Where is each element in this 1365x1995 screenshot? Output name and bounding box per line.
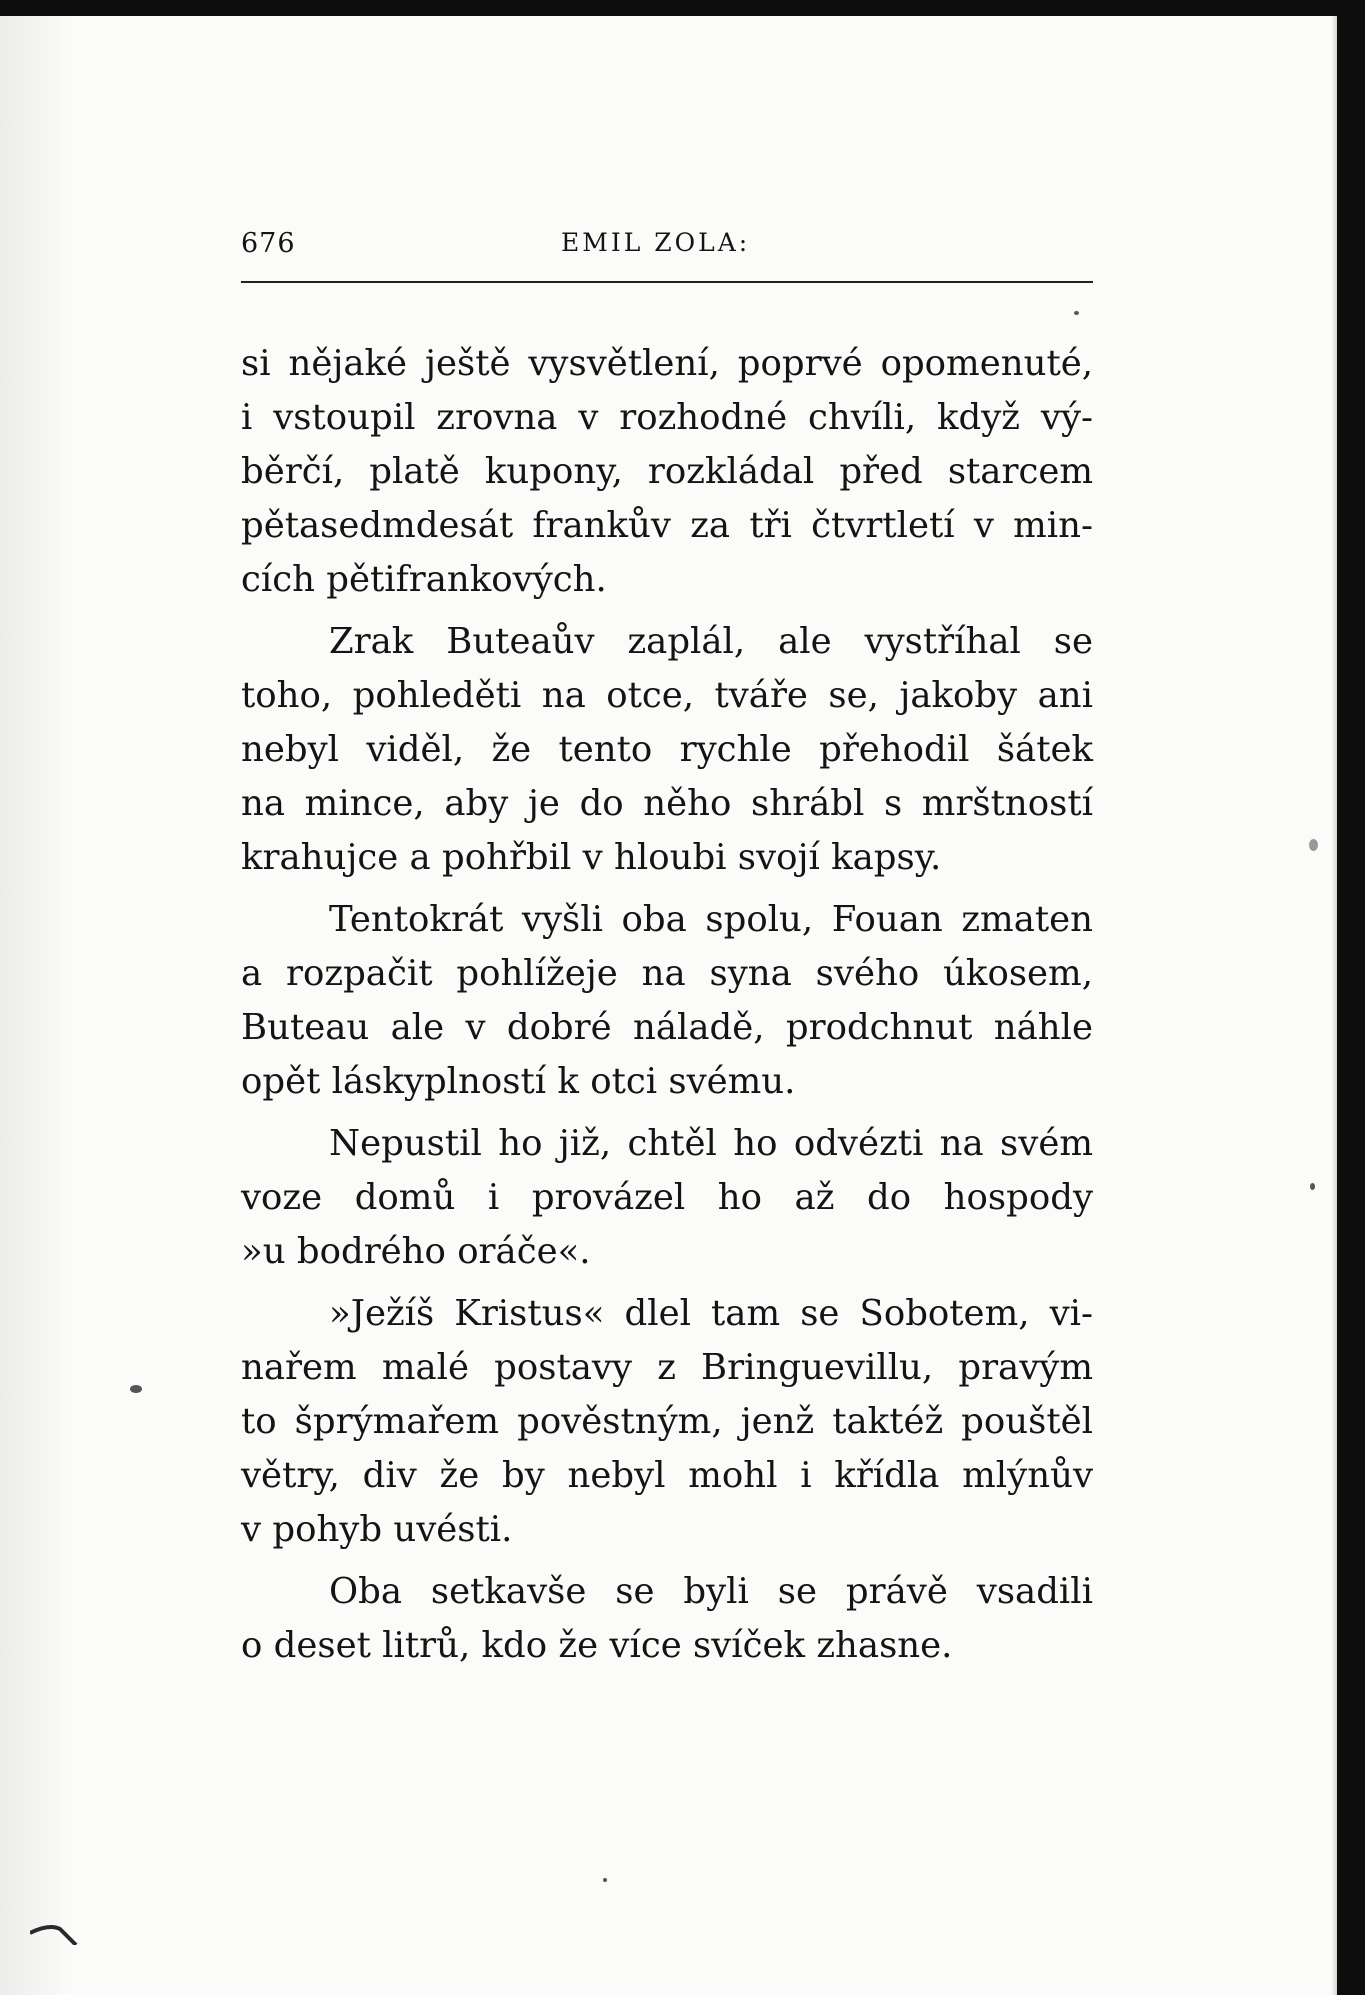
- text-line: pětasedmdesát frankův za tři čtvrtletí v min-: [241, 505, 1093, 546]
- text-line: toho, pohleděti na otce, tváře se, jakoby ani: [241, 675, 1093, 716]
- header-rule: [241, 281, 1093, 283]
- paragraph: [241, 1287, 1093, 1557]
- text-line: nebyl viděl, že tento rychle přehodil šátek: [241, 729, 1093, 770]
- text-line: na mince, aby je do něho shrábl s mrštností: [241, 783, 1093, 824]
- text-line: krahujce a pohřbil v hloubi svojí kapsy.: [241, 837, 942, 878]
- text-line: Oba setkavše se byli se právě vsadili: [329, 1571, 1093, 1612]
- scan-top-border: [0, 0, 1365, 16]
- dust-speck: [1310, 1183, 1315, 1190]
- text-line: o deset litrů, kdo že více svíček zhasne.: [241, 1625, 953, 1666]
- paragraph: [241, 615, 1093, 885]
- running-head: [241, 228, 1093, 268]
- text-line: i vstoupil zrovna v rozhodné chvíli, když vý-: [241, 397, 1093, 438]
- dust-speck: [603, 1878, 607, 1882]
- scan-right-border: [1337, 0, 1365, 1995]
- running-title: EMIL ZOLA:: [561, 228, 751, 257]
- text-line: cích pětifrankových.: [241, 559, 607, 600]
- dust-speck: [1074, 311, 1079, 315]
- text-line: to šprýmařem pověstným, jenž taktéž pouštěl: [241, 1401, 1093, 1442]
- text-line: Tentokrát vyšli oba spolu, Fouan zmaten: [329, 899, 1093, 940]
- dust-speck: [130, 1385, 142, 1393]
- body-text: [241, 337, 1093, 1673]
- text-line: běrčí, platě kupony, rozkládal před starcem: [241, 451, 1093, 492]
- text-line: Buteau ale v dobré náladě, prodchnut náhle: [241, 1007, 1093, 1048]
- text-line: a rozpačit pohlížeje na syna svého úkosem,: [241, 953, 1093, 994]
- paragraph: [241, 893, 1093, 1109]
- text-line: si nějaké ještě vysvětlení, poprvé opomenuté,: [241, 343, 1093, 384]
- gutter-shadow: [0, 16, 70, 1995]
- text-line: Nepustil ho již, chtěl ho odvézti na svém: [329, 1123, 1093, 1164]
- text-line: v pohyb uvésti.: [241, 1509, 513, 1550]
- text-line: »u bodrého oráče«.: [241, 1231, 591, 1272]
- text-line: větry, div že by nebyl mohl i křídla mlýnův: [241, 1455, 1093, 1496]
- text-line: voze domů i provázel ho až do hospody: [241, 1177, 1093, 1218]
- text-line: Zrak Buteaův zaplál, ale vystříhal se: [329, 621, 1093, 662]
- scan-corner-artifact: [30, 1905, 90, 1945]
- text-line: »Ježíš Kristus« dlel tam se Sobotem, vi-: [329, 1293, 1093, 1334]
- dust-speck: [1309, 839, 1318, 851]
- paragraph: [241, 1565, 1093, 1673]
- paragraph: [241, 1117, 1093, 1279]
- text-line: nařem malé postavy z Bringuevillu, pravým: [241, 1347, 1093, 1388]
- text-line: opět láskyplností k otci svému.: [241, 1061, 796, 1102]
- paragraph: [241, 337, 1093, 607]
- page-number: 676: [241, 228, 296, 259]
